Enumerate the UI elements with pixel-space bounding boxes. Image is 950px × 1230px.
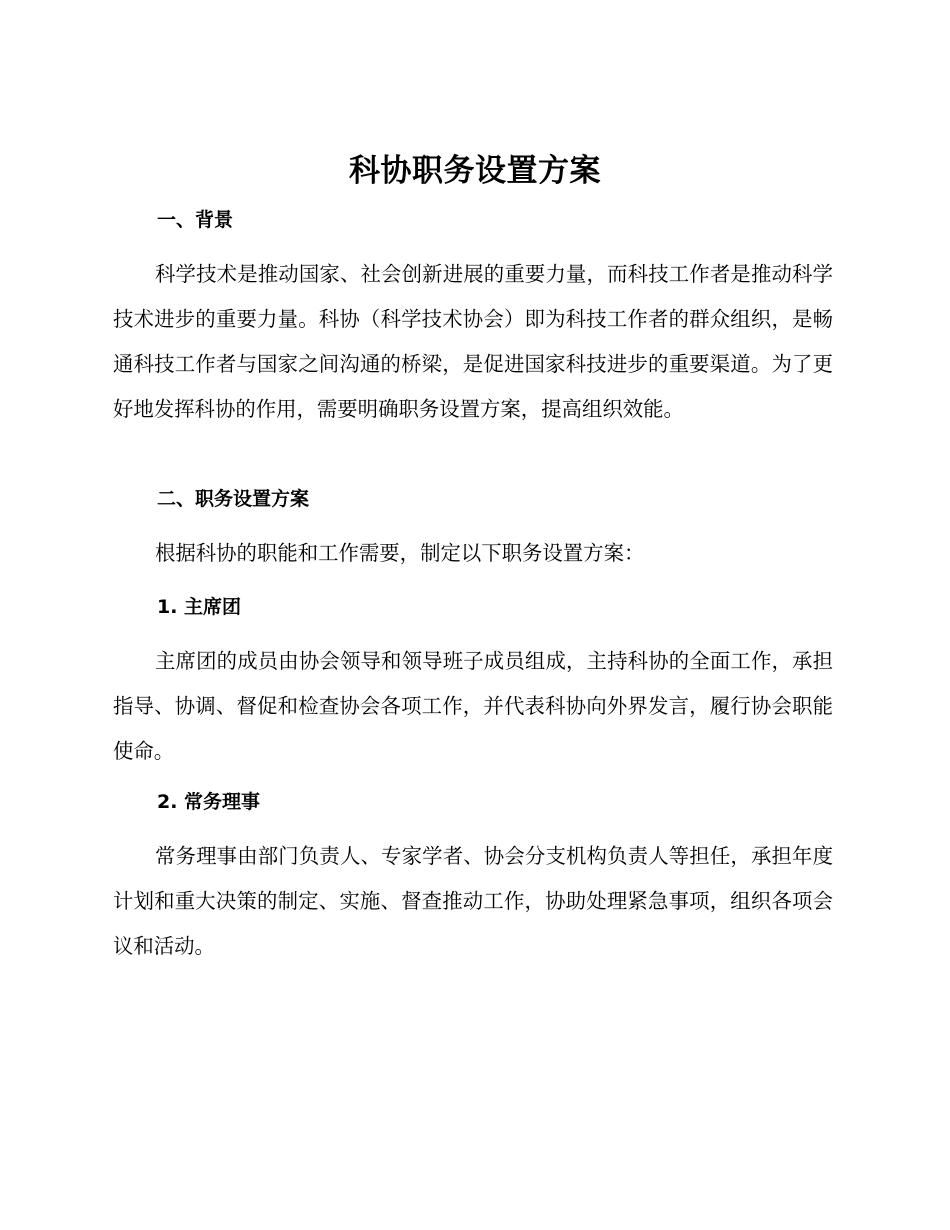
presidium-paragraph: 主席团的成员由协会领导和领导班子成员组成，主持科协的全面工作，承担指导、协调、督促和检查协会各项工作，并代表科协向外界发言，履行协会职能使命。 bbox=[113, 649, 833, 763]
standing-council-paragraph: 常务理事由部门负责人、专家学者、协会分支机构负责人等担任，承担年度计划和重大决策的制定、实施、督查推动工作，协助处理紧急事项，组织各项会议和活动。 bbox=[113, 844, 833, 958]
subsection-heading-presidium: 1. 主席团 bbox=[157, 596, 242, 618]
section-heading-background: 一、背景 bbox=[157, 209, 234, 231]
position-plan-intro-paragraph: 根据科协的职能和工作需要，制定以下职务设置方案： bbox=[155, 541, 645, 565]
subsection-heading-standing-council: 2. 常务理事 bbox=[157, 791, 261, 813]
background-paragraph: 科学技术是推动国家、社会创新进展的重要力量，而科技工作者是推动科学技术进步的重要力量。科协（科学技术协会）即为科技工作者的群众组织，是畅通科技工作者与国家之间沟通的桥梁，是促进国家科技进步的重要渠道。为了更好地发挥科协的作用，需要明确职务设置方案，提高组织效能。 bbox=[113, 262, 833, 421]
document-title: 科协职务设置方案 bbox=[349, 153, 601, 189]
section-heading-position-plan: 二、职务设置方案 bbox=[157, 488, 310, 510]
